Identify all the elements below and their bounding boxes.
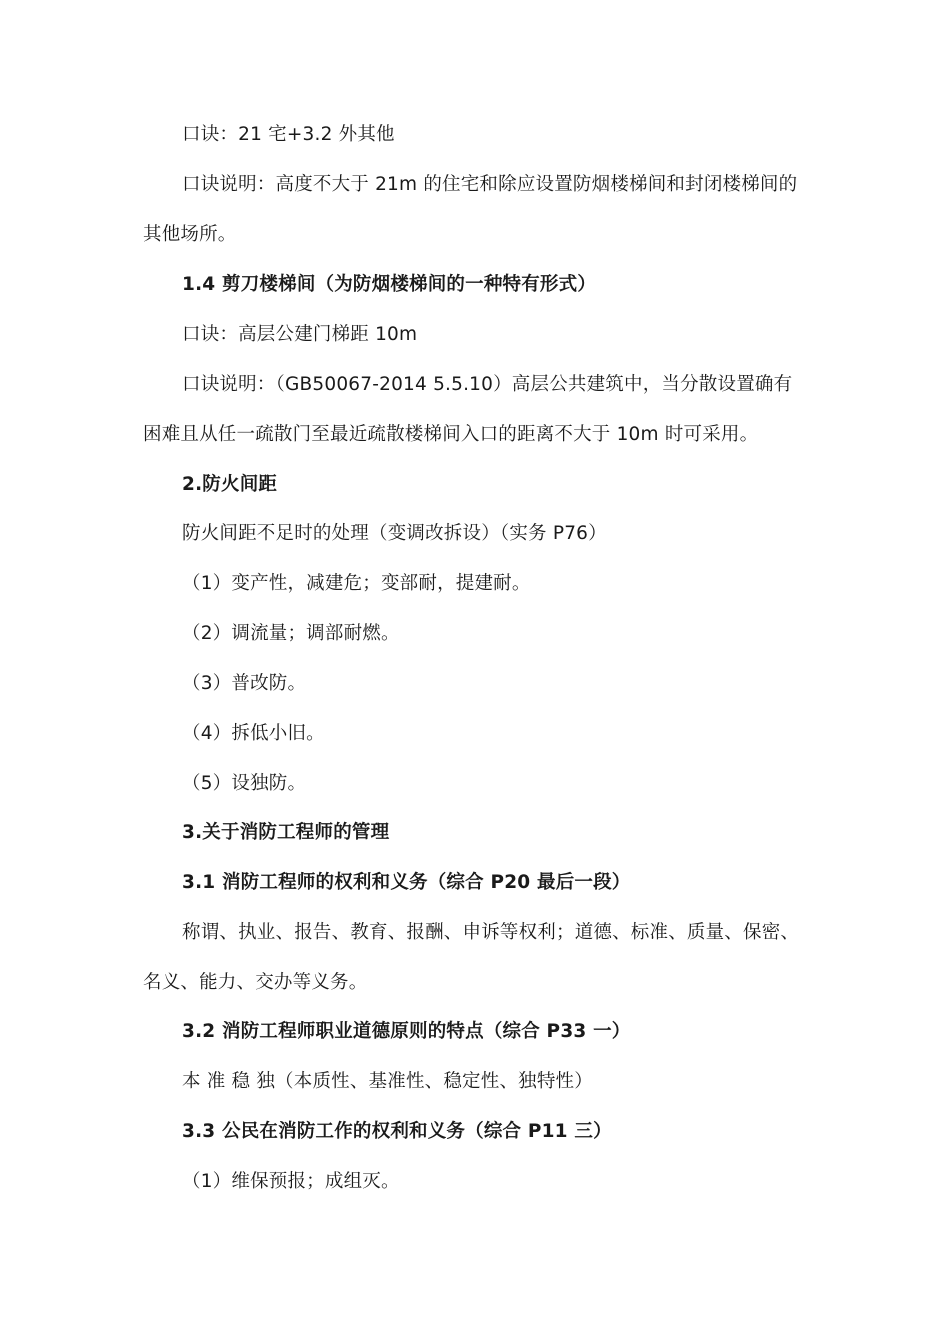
paragraph-continuation: 名义、能力、交办等义务。	[143, 972, 368, 993]
paragraph-continuation: 困难且从任一疏散门至最近疏散楼梯间入口的距离不大于 10m 时可采用。	[143, 424, 759, 445]
list-item: （1）变产性，减建危；变部耐，提建耐。	[182, 573, 531, 594]
paragraph: 防火间距不足时的处理（变调改拆设）（实务 P76）	[182, 523, 607, 544]
paragraph-continuation: 其他场所。	[143, 224, 237, 245]
list-item: （4）拆低小旧。	[182, 723, 325, 744]
mnemonic-explanation: 口诀说明：（GB50067-2014 5.5.10）高层公共建筑中，当分散设置确有	[182, 374, 793, 395]
section-heading-3-3: 3.3 公民在消防工作的权利和义务（综合 P11 三）	[182, 1121, 612, 1142]
paragraph: 称谓、执业、报告、教育、报酬、申诉等权利；道德、标准、质量、保密、	[182, 922, 800, 943]
paragraph: 本 准 稳 独（本质性、基准性、稳定性、独特性）	[182, 1071, 593, 1092]
mnemonic-line: 口诀：高层公建门梯距 10m	[182, 324, 418, 345]
list-item: （2）调流量；调部耐燃。	[182, 623, 400, 644]
list-item: （3）普改防。	[182, 673, 307, 694]
section-heading-2: 2.防火间距	[182, 474, 278, 495]
list-item: （1）维保预报；成组灭。	[182, 1171, 400, 1192]
list-item: （5）设独防。	[182, 773, 307, 794]
section-heading-3: 3.关于消防工程师的管理	[182, 822, 390, 843]
section-heading-3-1: 3.1 消防工程师的权利和义务（综合 P20 最后一段）	[182, 872, 631, 893]
section-heading-3-2: 3.2 消防工程师职业道德原则的特点（综合 P33 一）	[182, 1021, 631, 1042]
mnemonic-line: 口诀：21 宅+3.2 外其他	[182, 124, 395, 145]
section-heading-1-4: 1.4 剪刀楼梯间（为防烟楼梯间的一种特有形式）	[182, 274, 597, 295]
mnemonic-explanation: 口诀说明：高度不大于 21m 的住宅和除应设置防烟楼梯间和封闭楼梯间的	[182, 174, 798, 195]
